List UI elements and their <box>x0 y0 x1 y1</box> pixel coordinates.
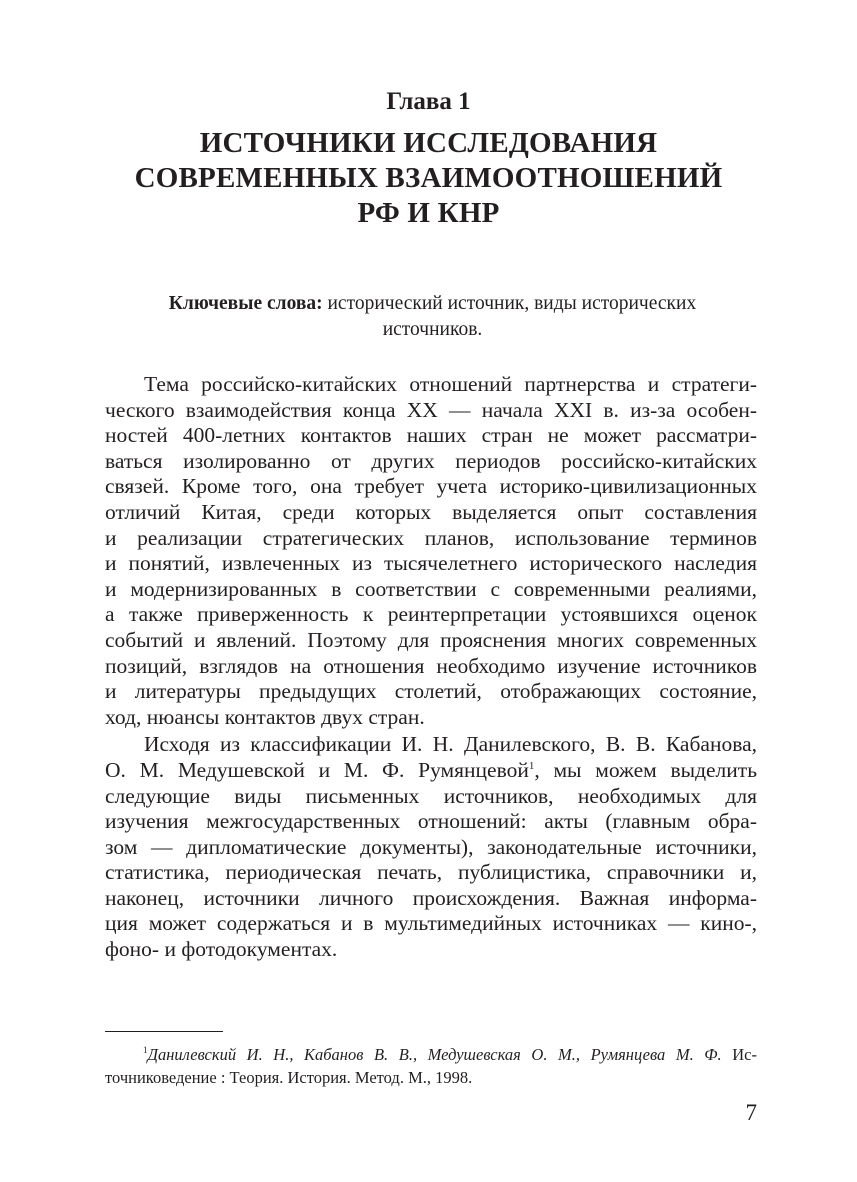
paragraph-2-line <box>105 758 757 784</box>
paragraph-1-line: и литературы предыдущих столетий, отображающих состояние, <box>105 679 757 704</box>
paragraph-2-line: изучения межгосударственных отношений: акты (главным обра- <box>105 809 757 834</box>
paragraph-2-line: статистика, периодическая печать, публицистика, справочники и, <box>105 860 757 885</box>
paragraph-1-line: и модернизированных в соответствии с современными реалиями, <box>105 576 757 601</box>
paragraph-1-line: а также приверженность к реинтерпретации устоявшихся оценок <box>105 602 757 627</box>
keywords-line-2: источников. <box>382 319 483 340</box>
paragraph-2-line: наконец, источники личного происхождения. Важная информа- <box>105 885 757 910</box>
footnote-text: Ис- <box>721 1045 758 1064</box>
paragraph-2-line: ция может содержаться и в мультимедийных источниках — кино-, <box>105 911 757 936</box>
paragraph-2-line: зом — дипломатические документы), законодательные источники, <box>105 834 757 859</box>
body-text <box>105 372 757 963</box>
chapter-title-line: РФ И КНР <box>357 197 500 229</box>
paragraph-1-line: ход, нюансы контактов двух стран. <box>105 704 425 729</box>
footnote-line-2: точниковедение : Теория. История. Метод. М., 1998. <box>105 1068 473 1087</box>
paragraph-2-line: Исходя из классификации И. Н. Данилевского, В. В. Кабанова, <box>144 732 757 757</box>
footnote <box>105 1043 757 1089</box>
chapter-title-line: СОВРЕМЕННЫХ ВЗАИМООТНОШЕНИЙ <box>134 162 723 194</box>
footnote-marker: 1 <box>143 1045 148 1055</box>
paragraph-1-line: и реализации стратегических планов, использование терминов <box>105 525 757 550</box>
keywords-line-1 <box>130 291 735 317</box>
paragraph-1-line: ностей 400-летних контактов наших стран не может рассматри- <box>105 423 757 448</box>
footnote-divider <box>105 1031 223 1032</box>
chapter-label: Глава 1 <box>386 88 471 115</box>
chapter-title <box>60 126 797 231</box>
keywords-block <box>130 291 735 343</box>
paragraph-2-line: следующие виды письменных источников, необходимых для <box>105 783 757 808</box>
paragraph-2-line: фоно- и фотодокументах. <box>105 937 338 962</box>
keywords-text: исторический источник, виды исторических <box>322 293 697 314</box>
paragraph-1-line: и понятий, извлеченных из тысячелетнего исторического наследия <box>105 551 757 576</box>
paragraph-1-line: событий и явлений. Поэтому для прояснения многих современных <box>105 627 757 652</box>
page-number: 7 <box>745 1100 757 1125</box>
paragraph-1-line: отличий Китая, среди которых выделяется опыт составления <box>105 499 757 524</box>
keywords-label: Ключевые слова: <box>168 293 323 314</box>
paragraph-1-line: позиций, взглядов на отношения необходимо изучение источников <box>105 653 757 678</box>
paragraph-1-line: связей. Кроме того, она требует учета историко-цивилизационных <box>105 474 757 499</box>
paragraph-1-line: Тема российско-китайских отношений партнерства и стратеги- <box>144 372 757 396</box>
paragraph-1-line: ческого взаимодействия конца XX — начала XXI в. из-за особен- <box>105 397 757 422</box>
paragraph-2-text: О. М. Медушевской и М. Ф. Румянцевой <box>105 757 529 782</box>
chapter-title-line: ИСТОЧНИКИ ИССЛЕДОВАНИЯ <box>199 127 658 159</box>
paragraph-1-line: ваться изолированно от других периодов российско-китайских <box>105 448 757 473</box>
footnote-ref-marker[interactable]: 1 <box>528 759 535 772</box>
paragraph-2-text: , мы можем выделить <box>534 757 757 782</box>
footnote-authors: Данилевский И. Н., Кабанов В. В., Медушевская О. М., Румянцева М. Ф. <box>147 1045 722 1064</box>
footnote-line-1 <box>105 1043 757 1066</box>
